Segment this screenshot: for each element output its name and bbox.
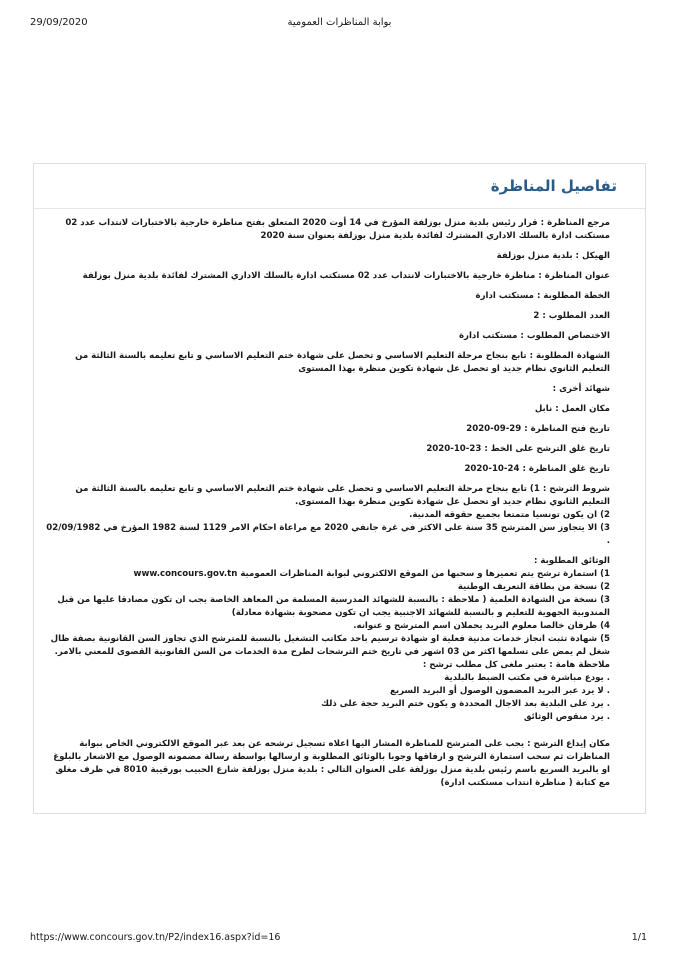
document-line: . لا يرد عبر البريد المضمون الوصول أو البريد السريع (390, 686, 610, 696)
condition-line: 2) ان يكون تونسيا متمتعا بجميع حقوقه المدنية. (409, 510, 610, 520)
document-line: 4) ظرفان خالصا معلوم البريد يحملان اسم المترشح و عنوانه. (353, 621, 610, 631)
candidacy-conditions (45, 483, 610, 548)
page-number: 1/1 (631, 932, 647, 943)
document-line: 2) نسخة من بطاقة التعريف الوطنية (457, 582, 610, 592)
required-specialty: الاختصاص المطلوب : مستكتب ادارة (458, 331, 610, 341)
card-content (45, 217, 610, 797)
condition-line: 3) الا يتجاوز سن المترشح 35 سنة على الاكثر في غرة جانفي 2020 مع مراعاة احكام الامر 1129 لسنة 1982 المؤرخ في 02/09/1982 . (46, 523, 610, 546)
document-line: 5) شهادة تثبت انجاز خدمات مدنية فعلية او شهادة ترسيم باحد مكاتب التشغيل بالنسبة للمترشح الذي تجاوز السن القانونية بصفة ظال شغل لم يمض على تسلمها اكثر من 03 اشهر في تاريخ ختم الترشحات لطرح مدة الخدمات من السن القانونية القصوى للمعني بالامر. (50, 634, 610, 657)
document-line: 1) استمارة ترشح يتم تعميرها و سحبها من الموقع الالكتروني لبوابة المناظرات العمومية www.concours.gov.tn (133, 569, 610, 579)
document-line: . يرد منقوص الوثائق (523, 712, 610, 722)
online-close-date: تاريخ غلق الترشح على الخط : 23-10-2020 (426, 444, 610, 454)
print-page-title: بوابة المناظرات العمومية (287, 17, 392, 28)
open-date: تاريخ فتح المناظرة : 29-09-2020 (466, 424, 610, 434)
print-date: 29/09/2020 (30, 17, 88, 28)
other-diplomas: شهائد أخرى : (552, 384, 610, 394)
structure: الهيكل : بلدية منزل بوزلفة (496, 251, 610, 261)
contest-reference: مرجع المناظرة : قرار رئيس بلدية منزل بوزلفة المؤرخ في 14 أوت 2020 المتعلق بفتح مناظرة خارجية بالاختبارات لانتداب عدد 02 مستكتب ادارة بالسلك الاداري المشترك لفائدة بلدية منزل بوزلفة بعنوان سنة 2020 (65, 218, 610, 241)
required-diploma: الشهادة المطلوبة : تابع بنجاح مرحلة التعليم الاساسي و تحصل على شهادة ختم التعليم الاساسي و تابع تعليمه بالسنة الثالثة من التعليم الثانوي نظام جديد او تحصل عل شهادة تكوين منظرة بهذا المستوى (75, 351, 610, 374)
required-count: العدد المطلوب : 2 (533, 311, 610, 321)
document-line: . يرد على البلدية بعد الاجال المحددة و يكون ختم البريد حجة على ذلك (321, 699, 610, 709)
workplace: مكان العمل : نابل (534, 404, 610, 414)
card-title: تفاصيل المناظرة (490, 177, 617, 195)
contest-details-card (33, 163, 646, 814)
required-plan: الخطة المطلوبة : مستكتب ادارة (475, 291, 610, 301)
document-line: ملاحظة هامة : يعتبر ملغى كل مطلب ترشح : (422, 660, 610, 670)
contest-title: عنوان المناظرة : مناظرة خارجية بالاختبارات لانتداب عدد 02 مستكتب ادارة بالسلك الاداري المشترك لفائدة بلدية منزل بوزلفة (82, 271, 610, 281)
document-line: . يودع مباشرة في مكتب الضبط بالبلدية (444, 673, 610, 683)
card-divider (34, 208, 645, 209)
document-line: الوثائق المطلوبة : (533, 556, 610, 566)
page-url: https://www.concours.gov.tn/P2/index16.aspx?id=16 (30, 932, 281, 943)
document-line: 3) نسخة من الشهادة العلمية ( ملاحظة : بالنسبة للشهائد المدرسية المسلمة من المعاهد الخاصة يجب ان تكون مصادقا عليها من قبل المندوبية الجهوية للتعليم و بالنسبة للشهائد الاجنبية يجب ان تكون مصحوبة بشهادة معادلة) (57, 595, 610, 618)
required-documents (45, 555, 610, 724)
deposit-location: مكان إيداع الترشح : يجب على المترشح للمناظرة المشار اليها اعلاه تسجيل ترشحه عن بعد عبر الموقع الالكتروني الخاص ببوابة المناظرات ثم سحب استمارة الترشح و ارفاقها وجوبا بالوثائق المطلوبة و ارسالها بواسطة رسالة مضمونه الوصول مع الاشعار بالبلوغ او بالبريد السريع باسم رئيس بلدية منزل بوزلفة على العنوان التالي : بلدية منزل بوزلفة شارع الحبيب بورقيبة 8010 في ظرف مغلق مع كتابة ( مناظرة انتداب مستكتب ادارة) (53, 739, 610, 788)
close-date: تاريخ غلق المناظرة : 24-10-2020 (464, 464, 610, 474)
condition-line: شروط الترشح : 1) تابع بنجاح مرحلة التعليم الاساسي و تحصل على شهادة ختم التعليم الاساسي و تابع تعليمه بالسنة الثالثة من التعليم الثانوي نظام جديد او تحصل عل شهادة تكوين منظرة بهذا المستوى. (75, 484, 610, 507)
